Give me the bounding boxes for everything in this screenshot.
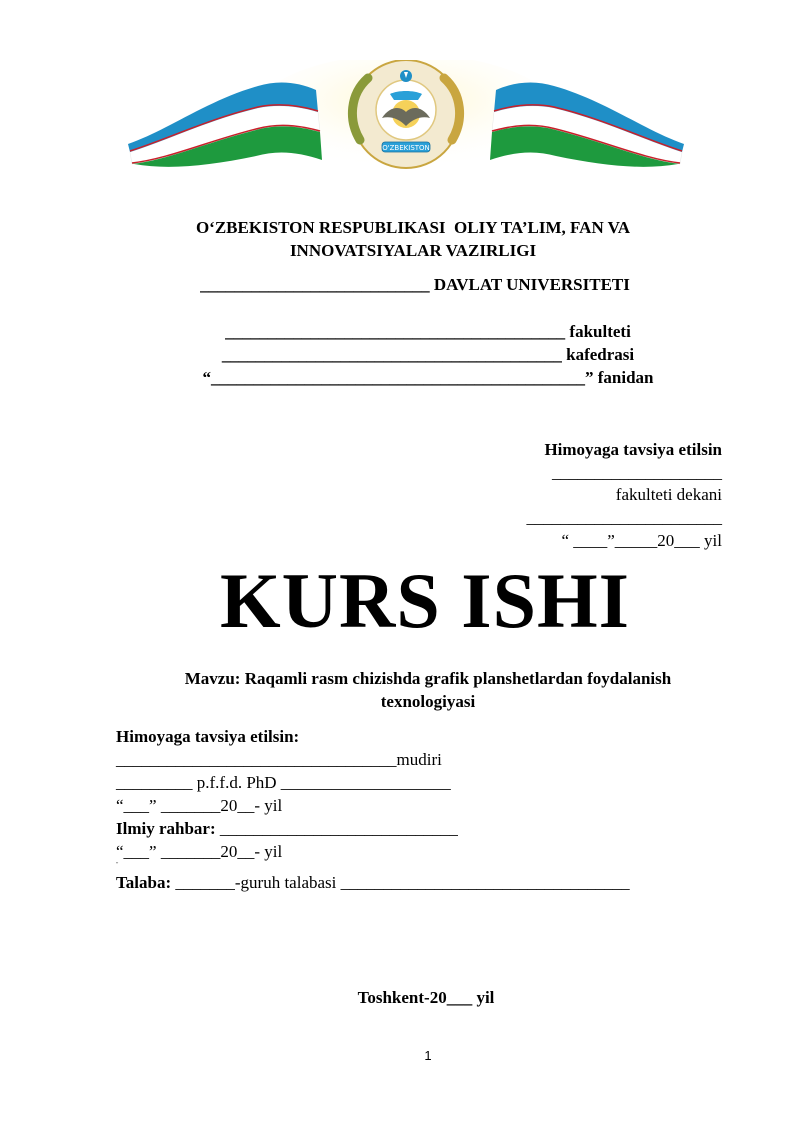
advisor-row: [116, 817, 458, 840]
right-flag: [490, 83, 684, 167]
flag-emblem-image: [128, 60, 684, 172]
head-of-department-line: _________________________________mudiri: [116, 750, 442, 769]
approval-date-1: “___” _______20__- yil: [116, 796, 283, 815]
advisor-line: ____________________________: [215, 819, 458, 838]
page-number: 1: [424, 1048, 432, 1063]
defense-approval-heading: Himoyaga tavsiya etilsin:: [116, 727, 300, 746]
city-year: Toshkent-20___ yil: [357, 988, 495, 1007]
approval-line-1: ____________________: [552, 463, 722, 482]
student-label: Talaba:: [116, 873, 172, 892]
document-title: KURS ISHI: [220, 557, 630, 644]
approval-line-2: _______________________: [526, 508, 722, 527]
coat-of-arms-icon: [352, 60, 460, 168]
topic-line-2: texnologiyasi: [380, 692, 476, 711]
topic-line-1: Mavzu: Raqamli rasm chizishda grafik planshetlardan foydalanish: [184, 669, 672, 688]
student-row: [116, 871, 630, 894]
degree-line: _________ p.f.f.d. PhD ____________________: [116, 773, 451, 792]
university-line: ___________________________ DAVLAT UNIVERSITETI: [200, 275, 630, 294]
left-flag: [128, 83, 322, 167]
ministry-line-2: INNOVATSIYALAR VAZIRLIGI: [289, 241, 537, 260]
kafedra-line: ________________________________________ kafedrasi: [221, 345, 635, 364]
subject-line: “____________________________________________” fanidan: [202, 368, 654, 387]
student-line: _______-guruh talabasi __________________________________: [171, 873, 630, 892]
dean-label: fakulteti dekani: [615, 485, 722, 504]
approval-date-2: “___” _______20__- yil: [116, 842, 283, 861]
advisor-label: Ilmiy rahbar:: [116, 819, 216, 838]
state-emblem-banner: [128, 60, 684, 172]
approval-heading: Himoyaga tavsiya etilsin: [544, 440, 722, 459]
svg-text:O'ZBEKISTON: O'ZBEKISTON: [382, 144, 430, 152]
approval-date: “ ____”_____20___ yil: [561, 531, 722, 550]
ministry-line-1: O‘ZBEKISTON RESPUBLIKASI OLIY TA’LIM, FAN VA: [195, 218, 631, 237]
small-quote-mark: ": [116, 862, 119, 868]
faculty-line: ________________________________________ fakulteti: [225, 322, 631, 341]
